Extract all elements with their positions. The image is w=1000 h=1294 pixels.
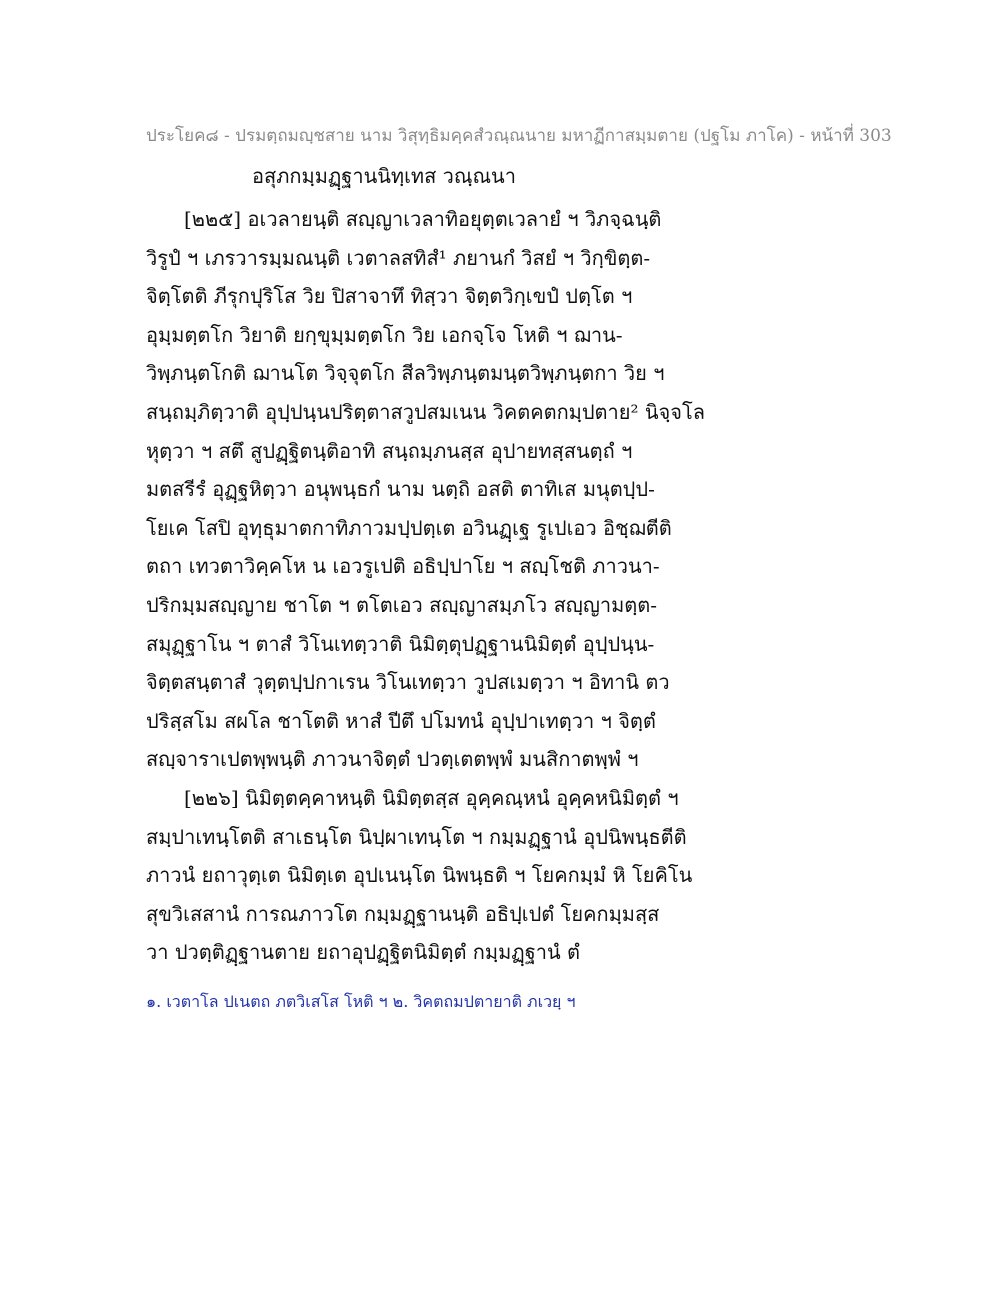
footnote: ๑. เวตาโล ปเนตถ ภตวิเสโส โหติ ฯ ๒. วิคตถมปตายาติ ภเวยฺ ฯ xyxy=(146,992,576,1011)
text-line: สนฺถมฺภิตฺวาติ อุปฺปนฺนปริตฺตาสวูปสมเนน วิคตคตกมฺปตาย² นิจฺจโล xyxy=(146,399,705,424)
text-line: โยเค โสปิ อุทฺธุมาตกาทิภาวมปฺปตฺเต อวินฏฺเฐ รูเปเอว อิชฺฌตีติ xyxy=(146,515,672,540)
text-line: สุขวิเสสานํ การณภาวโต กมฺมฏฺฐานนฺติ อธิปฺเปตํ โยคกมฺมสฺส xyxy=(146,901,660,926)
text-line: ตถา เทวตาวิคฺคโห น เอวรูเปติ อธิปฺปาโย ฯ สญฺโชติ ภาวนา- xyxy=(146,554,660,579)
text-line: วิรูปํ ฯ เภรวารมฺมณนฺติ เวตาลสทิสํ¹ ภยานกํ วิสยํ ฯ วิกฺขิตฺต- xyxy=(146,245,651,270)
text-line: มตสรีรํ อุฏฺฐหิตฺวา อนุพนฺธกํ นาม นตฺถิ อสติ ตาทิเส มนุตปฺป- xyxy=(146,477,655,502)
section-title: อสุภกมฺมฏฺฐานนิทฺเทส วณฺณนา xyxy=(252,164,516,188)
page-header: ประโยค๘ - ปรมตฺถมญฺชสาย นาม วิสุทฺธิมคฺคสํวณฺณนาย มหาฏีกาสมฺมตาย (ปฐโม ภาโค) - หน้าที่ 303 xyxy=(146,126,892,146)
text-line: จิตฺตสนฺตาสํ วุตฺตปฺปกาเรน วิโนเทตฺวา วูปสเมตฺวา ฯ อิทานิ ตว xyxy=(146,670,670,695)
text-line: วา ปวตฺติฏฺฐานตาย ยถาอุปฏฺฐิตนิมิตฺตํ กมฺมฏฺฐานํ ตํ xyxy=(146,940,580,965)
text-line: สญฺจาราเปตพฺพนฺติ ภาวนาจิตฺตํ ปวตฺเตตพฺพํ มนสิกาตพฺพํ ฯ xyxy=(146,747,639,772)
text-line: จิตฺโตติ ภีรุกปุริโส วิย ปิสาจาทึ ทิสฺวา จิตฺตวิกฺเขปํ ปตฺโต ฯ xyxy=(146,284,633,309)
body-text xyxy=(146,200,706,972)
text-line: สมุฏฺฐาโน ฯ ตาสํ วิโนเทตฺวาติ นิมิตฺตุปฏฺฐานนิมิตฺตํ อุปฺปนฺน- xyxy=(146,631,655,656)
text-line: วิพฺภนฺตโกติ ฌานโต วิจฺจุตโก สีลวิพฺภนฺตมนฺตวิพฺภนฺตกา วิย ฯ xyxy=(146,361,665,386)
text-line: [๒๒๕] อเวลายนฺติ สญฺญาเวลาทิอยุตฺตเวลายํ ฯ วิภจฺฉนฺติ xyxy=(184,207,662,231)
text-line: ปริสฺสโม สผโล ชาโตติ หาสํ ปีตึ ปโมทนํ อุปฺปาเทตฺวา ฯ จิตฺตํ xyxy=(146,708,656,733)
text-line: สมฺปาเทนฺโตติ สาเธนฺโต นิปฺผาเทนฺโต ฯ กมฺมฏฺฐานํ อุปนิพนฺธตีติ xyxy=(146,824,687,849)
text-line: ปริกมฺมสญฺญาย ชาโต ฯ ตโตเอว สญฺญาสมฺภโว สญฺญามตฺต- xyxy=(146,592,658,617)
text-line: หุตฺวา ฯ สตึ สูปฏฺฐิตนฺติอาทิ สนฺถมฺภนสฺส อุปายทสฺสนตฺถํ ฯ xyxy=(146,438,633,463)
text-line: ภาวนํ ยถาวุตฺเต นิมิตฺเต อุปเนนฺโต นิพนฺธติ ฯ โยคกมฺมํ หิ โยคิโน xyxy=(146,863,693,888)
text-line: อุมฺมตฺตโก วิยาติ ยกฺขุมฺมตฺตโก วิย เอกจฺโจ โหติ ฯ ฌาน- xyxy=(146,322,623,347)
text-line: [๒๒๖] นิมิตฺตคฺคาหนฺติ นิมิตฺตสฺส อุคฺคณฺหนํ อุคฺคหนิมิตฺตํ ฯ xyxy=(184,785,679,810)
